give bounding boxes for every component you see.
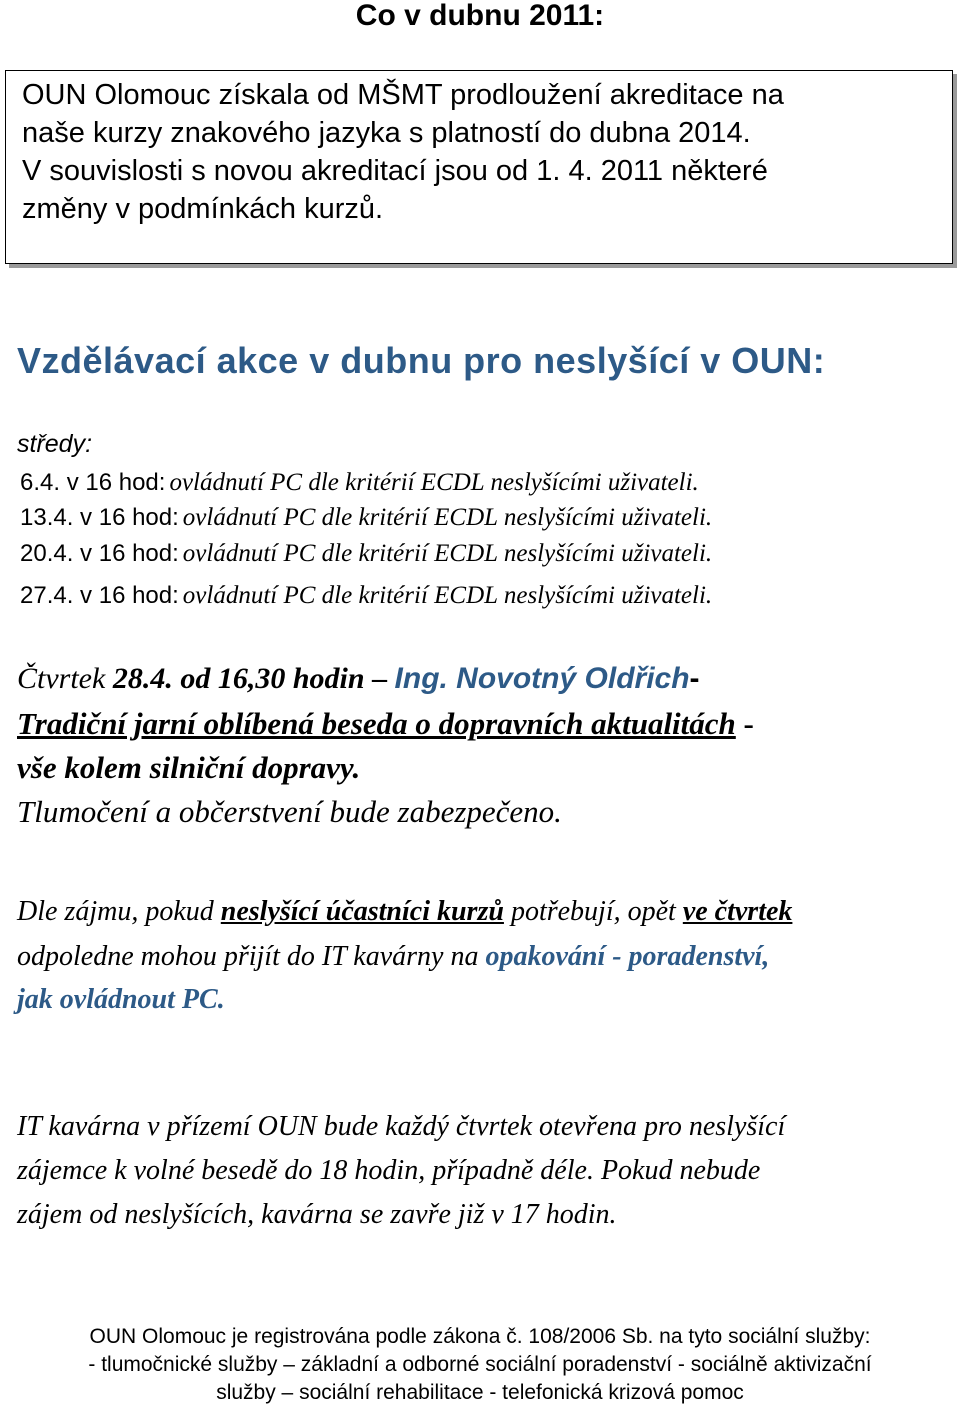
- interest-line-2: [17, 941, 769, 973]
- course-description: ovládnutí PC dle kritérií ECDL neslyšícími uživateli.: [182, 540, 713, 567]
- interest-text: odpoledne mohou přijít do IT kavárny na: [17, 941, 486, 972]
- events-title: Vzdělávací akce v dubnu pro neslyšící v OUN:: [17, 340, 826, 381]
- cafe-line: zájemce k volné besedě do 18 hodin, případně déle. Pokud nebude: [17, 1155, 761, 1186]
- interest-repetition: opakování - poradenství,: [485, 941, 770, 972]
- thursday-day: Čtvrtek: [17, 662, 106, 695]
- notice-line: změny v podmínkách kurzů.: [22, 193, 384, 225]
- thursday-date-time: 28.4. od 16,30 hodin: [112, 662, 365, 695]
- cafe-line: zájem od neslyšících, kavárna se zavře již v 17 hodin.: [17, 1199, 617, 1230]
- course-date: 6.4. v 16 hod:: [20, 469, 166, 496]
- notice-line: naše kurzy znakového jazyka s platností do dubna 2014.: [22, 117, 751, 149]
- notice-line: OUN Olomouc získala od MŠMT prodloužení akreditace na: [22, 79, 784, 111]
- thursday-topic: Tradiční jarní oblíbená beseda o dopravních aktualitách: [17, 706, 736, 741]
- thursday-event-line: [17, 662, 700, 696]
- course-description: ovládnutí PC dle kritérií ECDL neslyšícími uživateli.: [182, 504, 713, 531]
- interest-line-1: [17, 896, 792, 928]
- cafe-line: IT kavárna v přízemí OUN bude každý čtvrtek otevřena pro neslyšící: [17, 1111, 786, 1142]
- course-row: [20, 540, 712, 574]
- footer-line: - tlumočnické služby – základní a odborné sociální poradenství - sociálně aktivizační: [88, 1353, 872, 1376]
- speaker-name: Ing. Novotný Oldřich: [394, 662, 690, 695]
- speaker-dash: -: [689, 662, 700, 695]
- course-description: ovládnutí PC dle kritérií ECDL neslyšícími uživateli.: [169, 469, 699, 496]
- footer-line: služby – sociální rehabilitace - telefonická krizová pomoc: [216, 1381, 744, 1404]
- topic-dash: -: [743, 706, 754, 741]
- interest-participants: neslyšící účastníci kurzů: [220, 896, 504, 927]
- interest-text: Dle zájmu, pokud: [17, 896, 221, 927]
- course-date: 13.4. v 16 hod:: [20, 504, 179, 531]
- interpreting-note: Tlumočení a občerstvení bude zabezpečeno.: [17, 794, 562, 829]
- page-title: Co v dubnu 2011:: [355, 0, 605, 32]
- course-date: 27.4. v 16 hod:: [20, 582, 179, 609]
- thursday-topic-continuation: vše kolem silniční dopravy.: [17, 750, 361, 785]
- course-row: [20, 504, 712, 538]
- accreditation-notice-box: [5, 70, 953, 264]
- notice-line: V souvislosti s novou akreditací jsou od 1. 4. 2011 některé: [22, 155, 768, 187]
- course-date: 20.4. v 16 hod:: [20, 540, 179, 567]
- thursday-dash: –: [372, 662, 388, 695]
- interest-thursday: ve čtvrtek: [682, 896, 793, 927]
- course-row: [20, 469, 699, 503]
- footer-line: OUN Olomouc je registrována podle zákona č. 108/2006 Sb. na tyto sociální služby:: [89, 1325, 871, 1348]
- interest-line-3: jak ovládnout PC.: [17, 984, 225, 1015]
- thursday-topic-line: [17, 706, 754, 742]
- interest-text: potřebují, opět: [503, 896, 683, 927]
- course-description: ovládnutí PC dle kritérií ECDL neslyšícími uživateli.: [182, 582, 713, 609]
- course-row: [20, 582, 712, 616]
- wednesdays-label: středy:: [17, 430, 93, 458]
